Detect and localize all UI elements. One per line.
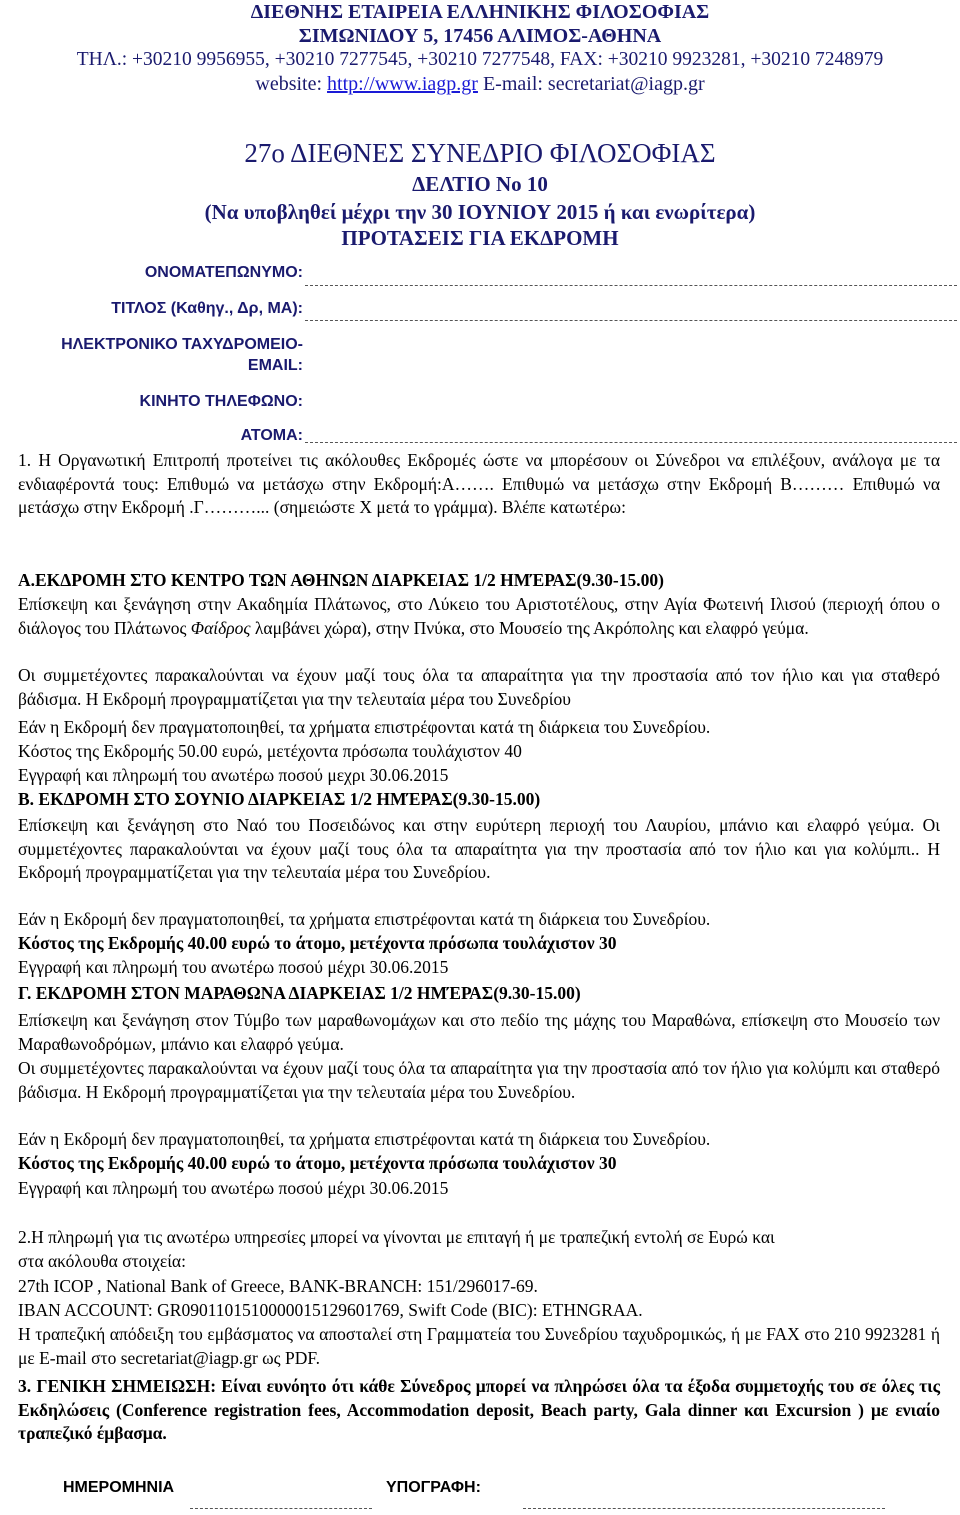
mobile-label: ΚΙΝΗΤΟ ΤΗΛΕΦΩΝΟ: [139,393,303,410]
trip-b-cost: Κόστος της Εκδρομής 40.00 ευρώ το άτομο, μετέχοντα πρόσωπα τουλάχιστον 30 [18,933,617,953]
persons-label: ΑΤΟΜΑ: [240,427,303,444]
signature-field[interactable] [523,1508,885,1509]
date-field[interactable] [190,1508,372,1509]
trip-b-heading: Β. ΕΚΔΡΟΜΗ ΣΤΟ ΣΟΥΝΙΟ ΔΙΑΡΚΕΙΑΣ 1/2 ΗΜΈΡΑΣ(9.30-15.00) [18,789,541,809]
payment-iban: IBAN ACCOUNT: GR0901101510000015129601769, Swift Code (BIC): ETHNGRAA. [18,1300,643,1320]
general-note-text: ΓΕΝΙΚΗ ΣΗΜΕΙΩΣΗ: Είναι ευνόητο ότι κάθε Σύνεδρος μπορεί να πληρώσει όλα τα έξοδα συμμετοχής του σε όλες τις Εκδηλώσεις (Conference registration fees, Accommodation deposit, Beach party, Gala dinner και Excursion ) με ενιαίο τραπεζικό έμβασμα. [18,1376,940,1444]
title-label: ΤΙΤΛΟΣ (Καθηγ., Δρ, ΜΑ): [111,300,303,317]
persons-field[interactable] [305,442,957,443]
trip-c-bring: Οι συμμετέχοντες παρακαλούνται να έχουν μαζί τους όλα τα απαραίτητα για την προστασία από τον ήλιο για κολύμπι και σταθερό βάδισμα. Η Εκδρομή προγραμματίζεται για την τελευταία μέρα του Συνεδρίου. [18,1058,940,1102]
general-note-number: 3. [18,1376,37,1396]
trip-c-heading: Γ. ΕΚΔΡΟΜΗ ΣΤΟΝ ΜΑΡΑΘΩΝΑ ΔΙΑΡΚΕΙΑΣ 1/2 ΗΜΈΡΑΣ(9.30-15.00) [18,983,581,1003]
payment-receipt: Η τραπεζική απόδειξη του εμβάσματος να αποσταλεί στη Γραμματεία του Συνεδρίου ταχυδρομικώς, ή με FAX στο 210 9923281 ή με E-mail στο secretariat@iagp.gr ως PDF. [18,1324,940,1368]
congress-title: 27ο ΔΙΕΘΝΕΣ ΣΥΝΕΔΡΙΟ ΦΙΛΟΣΟΦΙΑΣ [244,138,716,168]
trip-b-description: Επίσκεψη και ξενάγηση στο Ναό του Ποσειδώνος και στην ευρύτερη περιοχή του Λαυρίου, μπάνιο και ελαφρό γεύμα. Οι συμμετέχοντες παρακαλούνται να έχουν μαζί τους όλα τα απαραίτητα για την προστασία από τον ήλιο και για κολύμπι.. Η Εκδρομή προγραμματίζεται για την τελευταία μέρα του Συνεδρίου. [18,815,940,883]
trip-a-register: Εγγραφή και πληρωμή του ανωτέρω ποσού μεχρι 30.06.2015 [18,765,449,785]
trip-c-refund: Εάν η Εκδρομή δεν πραγματοποιηθεί, τα χρήματα επιστρέφονται κατά τη διάρκεια του Συνεδρίου. [18,1129,711,1149]
org-name: ΔΙΕΘΝΗΣ ΕΤΑΙΡΕΙΑ ΕΛΛΗΝΙΚΗΣ ΦΙΛΟΣΟΦΙΑΣ [250,1,710,23]
trip-c-description: Επίσκεψη και ξενάγηση στον Τύμβο των μαραθωνομάχων και στο πεδίο της μάχης του Μαραθώνα, επίσκεψη στο Μουσείο των Μαραθωνοδρόμων, μπάνιο και ελαφρό γεύμα. [18,1010,940,1054]
payment-intro: 2.Η πληρωμή για τις ανωτέρω υπηρεσίες μπορεί να γίνονται με επιταγή ή με τραπεζική εντολή σε Ευρώ και στα ακόλουθα στοιχεία: [18,1227,775,1271]
title-field[interactable] [305,320,957,321]
trip-a-heading: Α.ΕΚΔΡΟΜΗ ΣΤΟ ΚΕΝΤΡΟ ΤΩΝ ΑΘΗΝΩΝ ΔΙΑΡΚΕΙΑΣ 1/2 ΗΜΈΡΑΣ(9.30-15.00) [18,570,664,590]
trip-a-desc-part2: λαμβάνει χώρα), στην Πνύκα, στο Μουσείο της Ακρόπολης και ελαφρό γεύμα. [250,617,809,638]
name-label: ΟΝΟΜΑΤΕΠΩΝΥΜΟ: [144,264,303,281]
date-label: ΗΜΕΡΟΜΗΝΙΑ [63,1479,175,1496]
trip-a-refund: Εάν η Εκδρομή δεν πραγματοποιηθεί, τα χρήματα επιστρέφονται κατά τη διάρκεια του Συνεδρίου. [18,717,711,737]
email-label-line2: EMAIL: [247,357,303,374]
email-line: E-mail: secretariat@iagp.gr [482,73,705,95]
signature-label: ΥΠΟΓΡΑΦΗ: [386,1479,481,1496]
trip-a-desc-part1: Επίσκεψη και ξενάγηση στην Ακαδημία Πλάτωνος, στο Λύκειο του Αριστοτέλους, στην Αγία Φωτεινή Ιλισού (περιοχή όπου ο διάλογος του Πλάτωνος [18,594,940,638]
trip-c-register: Εγγραφή και πληρωμή του ανωτέρω ποσού μέχρι 30.06.2015 [18,1178,449,1198]
website-link[interactable]: http://www.iagp.gr [327,73,478,95]
submission-deadline: (Να υποβληθεί μέχρι την 30 ΙΟΥΝΙΟΥ 2015 ή και ενωρίτερα) [204,200,756,224]
email-label-line1: ΗΛΕΚΤΡΟΝΙΚΟ ΤΑΧΥΔΡΟΜΕΙΟ- [61,336,303,353]
intro-paragraph: 1. Η Οργανωτική Επιτροπή προτείνει τις ακόλουθες Εκδρομές ώστε να μπορέσουν οι Σύνεδροι να επιλέξουν, ανάλογα με τα ενδιαφέροντά τους: Επιθυμώ να μετάσχω στην Εκδρομή:Α……. Επιθυμώ να μετάσχω στην Εκδρομή Β……… Επιθυμώ να μετάσχω στην Εκδρομή .Γ………... (σημειώστε Χ μετά το γράμμα). Βλέπε κατωτέρω: [18,450,940,518]
trip-c-cost: Κόστος της Εκδρομής 40.00 ευρώ το άτομο, μετέχοντα πρόσωπα τουλάχιστον 30 [18,1153,617,1173]
trip-a-description [18,593,940,640]
trip-a-desc-italic: Φαίδρος [190,617,251,638]
general-note [18,1375,940,1446]
trip-a-bring: Οι συμμετέχοντες παρακαλούνται να έχουν μαζί τους όλα τα απαραίτητα για την προστασία από τον ήλιο και για σταθερό βάδισμα. Η Εκδρομή προγραμματίζεται για την τελευταία μέρα του Συνεδρίου [18,665,940,709]
org-contact-line [0,72,960,96]
trip-b-refund: Εάν η Εκδρομή δεν πραγματοποιηθεί, τα χρήματα επιστρέφονται κατά τη διάρκεια του Συνεδρίου. [18,909,711,929]
bulletin-number: ΔΕΛΤΙΟ Νο 10 [412,172,548,196]
payment-bank: 27th ICOP , National Bank of Greece, BANK-BRANCH: 151/296017-69. [18,1276,538,1296]
name-field[interactable] [305,285,957,286]
trip-b-register: Εγγραφή και πληρωμή του ανωτέρω ποσού μέχρι 30.06.2015 [18,957,449,977]
org-address: ΣΙΜΩΝΙΔΟΥ 5, 17456 ΑΛΙΜΟΣ-ΑΘΗΝΑ [298,25,662,47]
form-subject: ΠΡΟΤΑΣΕΙΣ ΓΙΑ ΕΚΔΡΟΜΗ [341,226,619,250]
org-phones: ΤΗΛ.: +30210 9956955, +30210 7277545, +30210 7277548, FAX: +30210 9923281, +30210 7248979 [76,49,884,70]
trip-a-cost: Κόστος της Εκδρομής 50.00 ευρώ, μετέχοντα πρόσωπα τουλάχιστον 40 [18,741,522,761]
website-label: website: [255,73,328,95]
